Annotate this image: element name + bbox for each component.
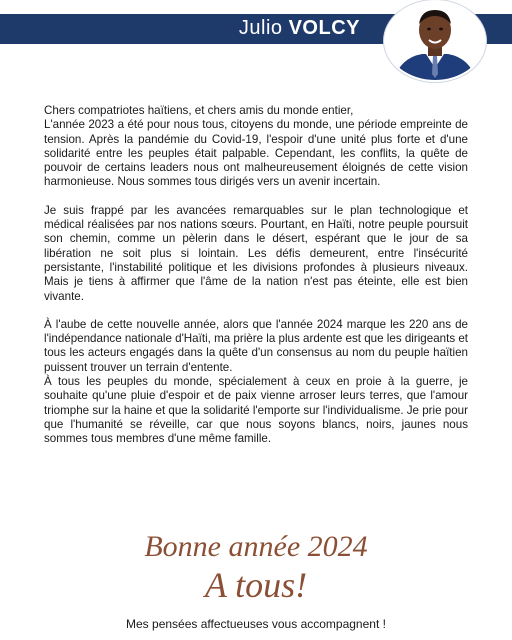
greeting-new-year: Bonne année 2024: [144, 530, 368, 563]
salutation: Chers compatriotes haïtiens, et chers amis du monde entier,: [44, 104, 354, 117]
paragraph-4: À tous les peuples du monde, spécialement à ceux en proie à la guerre, je souhaite qu'une pluie d'espoir et de paix vienne arroser leurs terres, que l'amour triomphe sur la haine et que la solidarité l'emporte sur l'individualisme. Je prie pour que l'humanité se réveille, car que nous soyons blancs, noirs, jaunes nous sommes tous membres d'une même famille.: [44, 375, 468, 446]
paragraph-2: Je suis frappé par les avancées remarquables sur le plan technologique et médical réalisées par nos nations sœurs. Pourtant, en Haïti, notre peuple poursuit son chemin, comme un pèlerin dans le désert, espérant que le jour de sa libération ne soit plus si lointain. Les défis demeurent, entre l'insécurité persistante, l'instabilité politique et les divisions profondes à plusieurs niveaux. Mais je tiens à affirmer que l'âme de la nation n'est pas éteinte, elle est bien vivante.: [44, 203, 468, 303]
author-name: [239, 17, 360, 40]
paragraph-1: L'année 2023 a été pour nous tous, citoyens du monde, une période empreinte de tension. Après la pandémie du Covid-19, l'espoir d'une unité plus forte et d'une solidarité entre les peuples était palpable. Cependant, les conflits, la quête de pouvoir de certains leaders nous ont malheureusement éloignés de cette vision harmonieuse. Nous sommes tous dirigés vers un avenir incertain.: [44, 118, 468, 189]
paragraph-3: À l'aube de cette nouvelle année, alors que l'année 2024 marque les 220 ans de l'indépendance nationale d'Haïti, ma prière la plus ardente est que les dirigeants et tous les acteurs engagés dans la quête d'un consensus au nom du peuple haïtien puissent trouver un terrain d'entente.: [44, 317, 469, 374]
closing-line: Mes pensées affectueuses vous accompagnent !: [126, 617, 386, 631]
author-first-name: Julio: [238, 17, 283, 39]
author-portrait: [384, 0, 486, 82]
author-last-name: VOLCY: [288, 17, 360, 39]
greeting-to-all: A tous!: [204, 565, 308, 605]
letter-body: [44, 104, 468, 447]
portrait-photo: [386, 2, 484, 80]
